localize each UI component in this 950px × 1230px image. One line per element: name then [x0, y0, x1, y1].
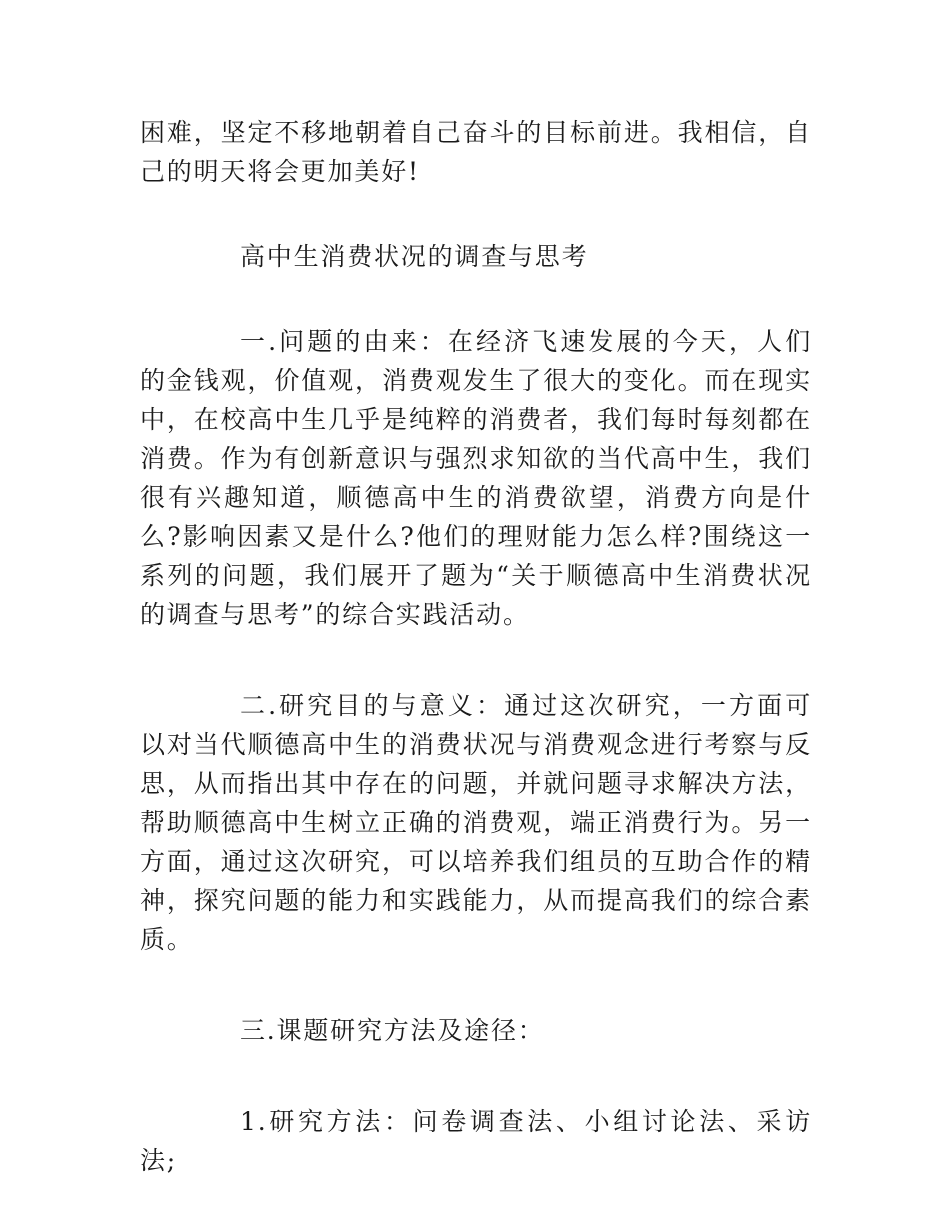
document-page [140, 113, 812, 1180]
document-title: 高中生消费状况的调查与思考 [240, 242, 589, 271]
section-1-paragraph: 一.问题的由来：在经济飞速发展的今天，人们的金钱观，价值观，消费观发生了很大的变化。而在现实中，在校高中生几乎是纯粹的消费者，我们每时每刻都在消费。作为有创新意识与强烈求知欲的当代高中生，我们很有兴趣知道，顺德高中生的消费欲望，消费方向是什么?影响因素又是什么?他们的理财能力怎么样?围绕这一系列的问题，我们展开了题为“关于顺德高中生消费状况的调查与思考”的综合实践活动。 [140, 327, 812, 629]
method-1-paragraph: 1.研究方法：问卷调查法、小组讨论法、采访法; [140, 1107, 812, 1175]
closing-paragraph: 困难，坚定不移地朝着自己奋斗的目标前进。我相信，自己的明天将会更加美好! [140, 118, 812, 186]
section-3-heading: 三.课题研究方法及途径： [240, 1016, 545, 1045]
section-2-paragraph: 二.研究目的与意义：通过这次研究，一方面可以对当代顺德高中生的消费状况与消费观念进行考察与反思，从而指出其中存在的问题，并就问题寻求解决方法，帮助顺德高中生树立正确的消费观，端正消费行为。另一方面，通过这次研究，可以培养我们组员的互助合作的精神，探究问题的能力和实践能力，从而提高我们的综合素质。 [140, 691, 812, 954]
